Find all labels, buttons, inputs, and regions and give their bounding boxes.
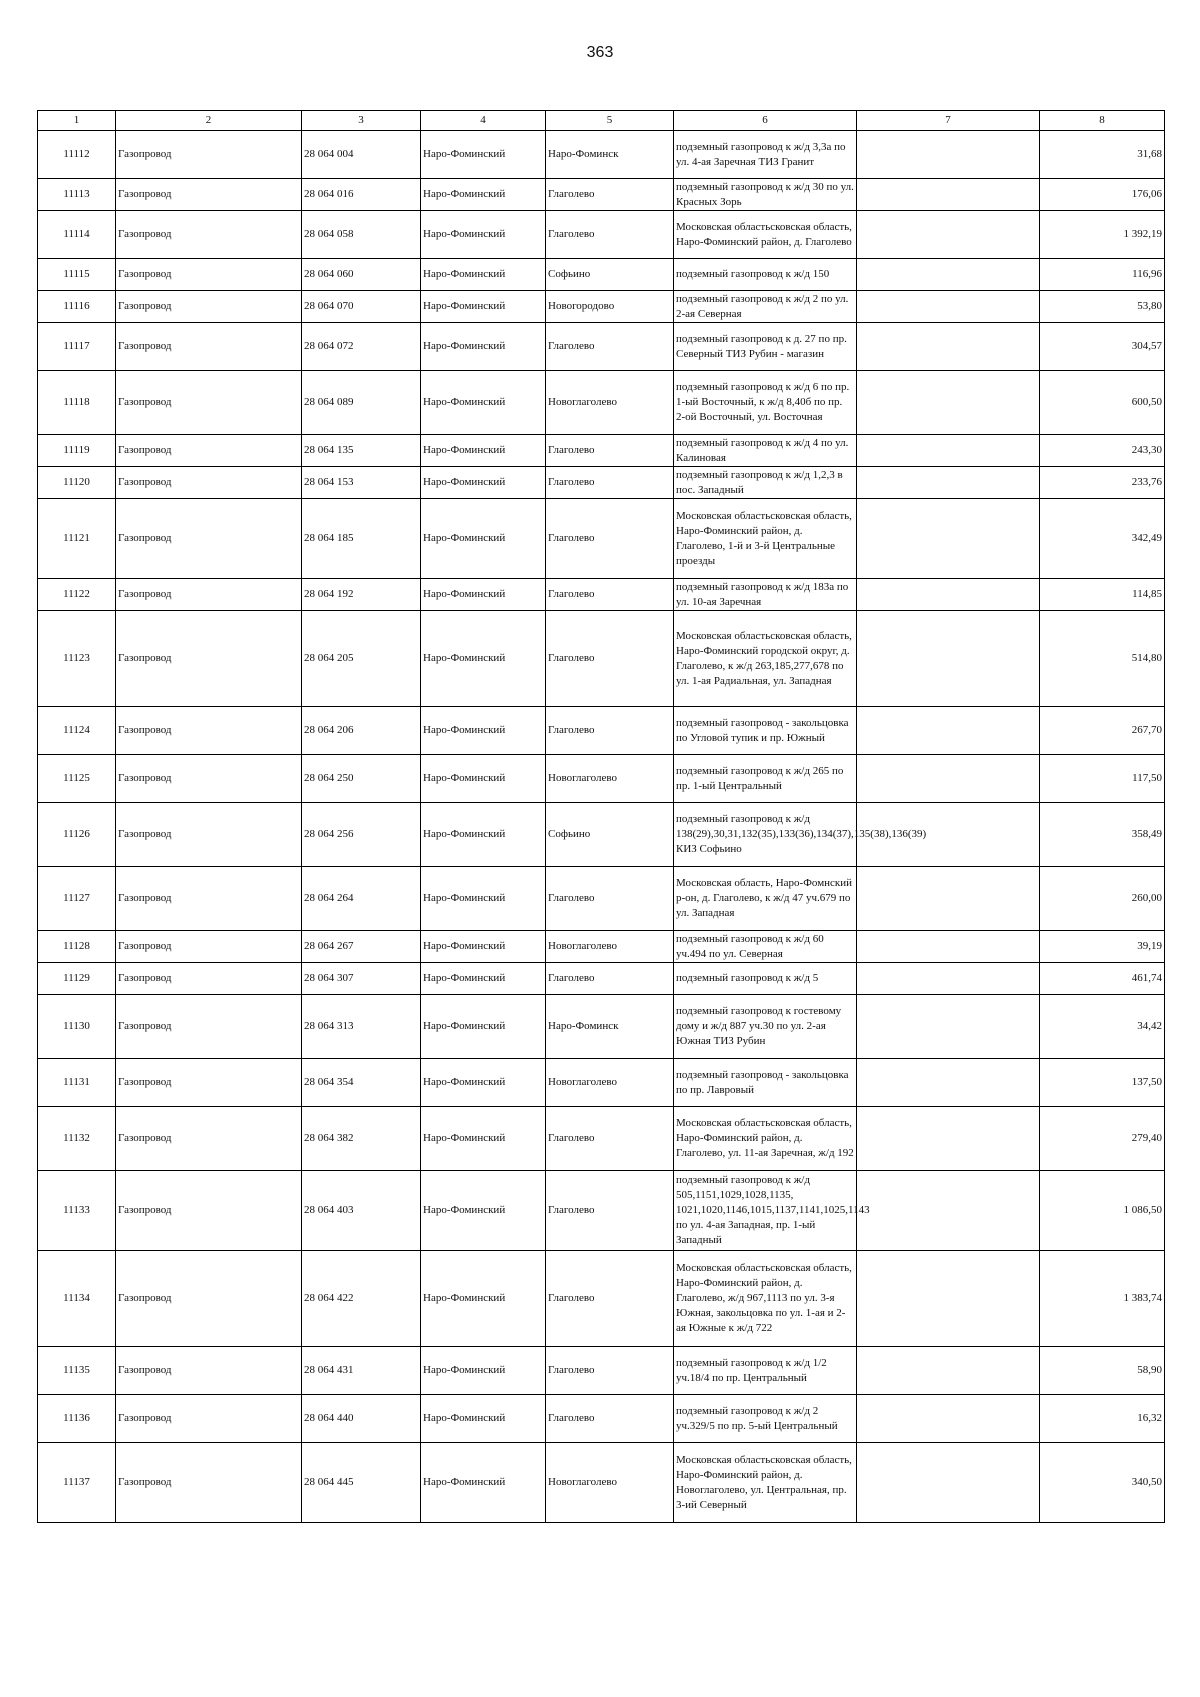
description-cell: подземный газопровод к ж/д 5 xyxy=(674,963,857,995)
empty-column-cell xyxy=(857,259,1040,291)
table-row xyxy=(38,435,1165,467)
row-number-cell: 11116 xyxy=(38,291,116,323)
district-cell: Наро-Фоминский xyxy=(421,931,546,963)
description-cell: подземный газопровод к ж/д 1,2,3 в пос. Западный xyxy=(674,467,857,499)
object-code-cell: 28 064 153 xyxy=(302,467,421,499)
row-number-cell: 11122 xyxy=(38,579,116,611)
district-cell: Наро-Фоминский xyxy=(421,131,546,179)
locality-cell: Новоглаголево xyxy=(546,371,674,435)
object-type-cell: Газопровод xyxy=(116,579,302,611)
empty-column-cell xyxy=(857,1347,1040,1395)
row-number-cell: 11114 xyxy=(38,211,116,259)
description-cell: подземный газопровод - закольцовка по Угловой тупик и пр. Южный xyxy=(674,707,857,755)
district-cell: Наро-Фоминский xyxy=(421,291,546,323)
object-type-cell: Газопровод xyxy=(116,499,302,579)
object-code-cell: 28 064 205 xyxy=(302,611,421,707)
description-cell: Московская областьсковская область, Наро-Фоминский район, д. Новоглаголево, ул. Центральная, пр. 3-ий Северный xyxy=(674,1443,857,1523)
table-row xyxy=(38,179,1165,211)
object-type-cell: Газопровод xyxy=(116,467,302,499)
table-row xyxy=(38,1171,1165,1251)
column-header: 4 xyxy=(421,111,546,131)
length-value-cell: 358,49 xyxy=(1040,803,1165,867)
object-code-cell: 28 064 192 xyxy=(302,579,421,611)
object-type-cell: Газопровод xyxy=(116,435,302,467)
locality-cell: Наро-Фоминск xyxy=(546,131,674,179)
row-number-cell: 11124 xyxy=(38,707,116,755)
empty-column-cell xyxy=(857,611,1040,707)
empty-column-cell xyxy=(857,179,1040,211)
row-number-cell: 11112 xyxy=(38,131,116,179)
empty-column-cell xyxy=(857,499,1040,579)
table-row xyxy=(38,467,1165,499)
object-code-cell: 28 064 313 xyxy=(302,995,421,1059)
district-cell: Наро-Фоминский xyxy=(421,1347,546,1395)
object-code-cell: 28 064 135 xyxy=(302,435,421,467)
empty-column-cell xyxy=(857,755,1040,803)
table-row xyxy=(38,1251,1165,1347)
length-value-cell: 243,30 xyxy=(1040,435,1165,467)
table-row xyxy=(38,1443,1165,1523)
column-header: 5 xyxy=(546,111,674,131)
locality-cell: Глаголево xyxy=(546,499,674,579)
district-cell: Наро-Фоминский xyxy=(421,371,546,435)
row-number-cell: 11117 xyxy=(38,323,116,371)
locality-cell: Глаголево xyxy=(546,211,674,259)
table-row xyxy=(38,803,1165,867)
table-row xyxy=(38,931,1165,963)
district-cell: Наро-Фоминский xyxy=(421,963,546,995)
row-number-cell: 11126 xyxy=(38,803,116,867)
locality-cell: Глаголево xyxy=(546,1347,674,1395)
district-cell: Наро-Фоминский xyxy=(421,707,546,755)
row-number-cell: 11128 xyxy=(38,931,116,963)
object-code-cell: 28 064 060 xyxy=(302,259,421,291)
table-row xyxy=(38,755,1165,803)
registry-table xyxy=(37,110,1165,1523)
table-row xyxy=(38,579,1165,611)
locality-cell: Глаголево xyxy=(546,1171,674,1251)
row-number-cell: 11125 xyxy=(38,755,116,803)
object-code-cell: 28 064 264 xyxy=(302,867,421,931)
column-header: 1 xyxy=(38,111,116,131)
object-code-cell: 28 064 307 xyxy=(302,963,421,995)
object-type-cell: Газопровод xyxy=(116,1171,302,1251)
object-code-cell: 28 064 185 xyxy=(302,499,421,579)
empty-column-cell xyxy=(857,211,1040,259)
empty-column-cell xyxy=(857,579,1040,611)
length-value-cell: 1 086,50 xyxy=(1040,1171,1165,1251)
row-number-cell: 11132 xyxy=(38,1107,116,1171)
length-value-cell: 279,40 xyxy=(1040,1107,1165,1171)
table-row xyxy=(38,211,1165,259)
district-cell: Наро-Фоминский xyxy=(421,755,546,803)
length-value-cell: 600,50 xyxy=(1040,371,1165,435)
table-row xyxy=(38,291,1165,323)
object-type-cell: Газопровод xyxy=(116,291,302,323)
object-code-cell: 28 064 072 xyxy=(302,323,421,371)
table-header xyxy=(38,111,1165,131)
object-code-cell: 28 064 250 xyxy=(302,755,421,803)
empty-column-cell xyxy=(857,291,1040,323)
locality-cell: Глаголево xyxy=(546,611,674,707)
district-cell: Наро-Фоминский xyxy=(421,179,546,211)
empty-column-cell xyxy=(857,467,1040,499)
table-row xyxy=(38,131,1165,179)
length-value-cell: 34,42 xyxy=(1040,995,1165,1059)
empty-column-cell xyxy=(857,323,1040,371)
description-cell: подземный газопровод - закольцовка по пр. Лавровый xyxy=(674,1059,857,1107)
description-cell: Московская областьсковская область, Наро-Фоминский район, д. Глаголево, ж/д 967,1113 по ул. 3-я Южная, закольцовка по ул. 1-ая и 2-ая Южные к ж/д 722 xyxy=(674,1251,857,1347)
object-type-cell: Газопровод xyxy=(116,211,302,259)
length-value-cell: 233,76 xyxy=(1040,467,1165,499)
locality-cell: Софьино xyxy=(546,259,674,291)
row-number-cell: 11134 xyxy=(38,1251,116,1347)
length-value-cell: 31,68 xyxy=(1040,131,1165,179)
empty-column-cell xyxy=(857,435,1040,467)
object-type-cell: Газопровод xyxy=(116,995,302,1059)
description-cell: подземный газопровод к ж/д 183а по ул. 10-ая Заречная xyxy=(674,579,857,611)
object-type-cell: Газопровод xyxy=(116,1443,302,1523)
district-cell: Наро-Фоминский xyxy=(421,1171,546,1251)
table-row xyxy=(38,995,1165,1059)
empty-column-cell xyxy=(857,867,1040,931)
object-code-cell: 28 064 004 xyxy=(302,131,421,179)
object-type-cell: Газопровод xyxy=(116,1347,302,1395)
empty-column-cell xyxy=(857,1059,1040,1107)
length-value-cell: 304,57 xyxy=(1040,323,1165,371)
locality-cell: Новоглаголево xyxy=(546,755,674,803)
locality-cell: Глаголево xyxy=(546,963,674,995)
district-cell: Наро-Фоминский xyxy=(421,803,546,867)
description-cell: подземный газопровод к д. 27 по пр. Северный ТИЗ Рубин - магазин xyxy=(674,323,857,371)
row-number-cell: 11123 xyxy=(38,611,116,707)
table-row xyxy=(38,371,1165,435)
row-number-cell: 11131 xyxy=(38,1059,116,1107)
object-type-cell: Газопровод xyxy=(116,867,302,931)
description-cell: Московская областьсковская область, Наро-Фоминский городской округ, д. Глаголево, к ж/д 263,185,277,678 по ул. 1-ая Радиальная, ул. Западная xyxy=(674,611,857,707)
object-code-cell: 28 064 445 xyxy=(302,1443,421,1523)
locality-cell: Глаголево xyxy=(546,867,674,931)
table-row xyxy=(38,259,1165,291)
object-type-cell: Газопровод xyxy=(116,131,302,179)
object-type-cell: Газопровод xyxy=(116,259,302,291)
empty-column-cell xyxy=(857,1395,1040,1443)
row-number-cell: 11137 xyxy=(38,1443,116,1523)
district-cell: Наро-Фоминский xyxy=(421,611,546,707)
district-cell: Наро-Фоминский xyxy=(421,1059,546,1107)
district-cell: Наро-Фоминский xyxy=(421,1107,546,1171)
object-code-cell: 28 064 267 xyxy=(302,931,421,963)
row-number-cell: 11120 xyxy=(38,467,116,499)
empty-column-cell xyxy=(857,1443,1040,1523)
row-number-cell: 11121 xyxy=(38,499,116,579)
district-cell: Наро-Фоминский xyxy=(421,1443,546,1523)
description-cell: подземный газопровод к ж/д 6 по пр. 1-ый Восточный, к ж/д 8,40б по пр. 2-ой Восточный, ул. Восточная xyxy=(674,371,857,435)
locality-cell: Новогородово xyxy=(546,291,674,323)
row-number-cell: 11118 xyxy=(38,371,116,435)
district-cell: Наро-Фоминский xyxy=(421,579,546,611)
row-number-cell: 11135 xyxy=(38,1347,116,1395)
description-cell: Московская областьсковская область, Наро-Фоминский район, д. Глаголево xyxy=(674,211,857,259)
row-number-cell: 11133 xyxy=(38,1171,116,1251)
empty-column-cell xyxy=(857,995,1040,1059)
row-number-cell: 11113 xyxy=(38,179,116,211)
length-value-cell: 1 392,19 xyxy=(1040,211,1165,259)
length-value-cell: 342,49 xyxy=(1040,499,1165,579)
locality-cell: Софьино xyxy=(546,803,674,867)
length-value-cell: 117,50 xyxy=(1040,755,1165,803)
object-code-cell: 28 064 422 xyxy=(302,1251,421,1347)
column-header: 6 xyxy=(674,111,857,131)
object-type-cell: Газопровод xyxy=(116,931,302,963)
table-row xyxy=(38,1059,1165,1107)
object-type-cell: Газопровод xyxy=(116,1059,302,1107)
district-cell: Наро-Фоминский xyxy=(421,499,546,579)
description-cell: подземный газопровод к ж/д 265 по пр. 1-ый Центральный xyxy=(674,755,857,803)
district-cell: Наро-Фоминский xyxy=(421,467,546,499)
description-cell: Московская областьсковская область, Наро-Фоминский район, д. Глаголево, ул. 11-ая Заречная, ж/д 192 xyxy=(674,1107,857,1171)
object-type-cell: Газопровод xyxy=(116,755,302,803)
empty-column-cell xyxy=(857,1251,1040,1347)
object-code-cell: 28 064 070 xyxy=(302,291,421,323)
row-number-cell: 11136 xyxy=(38,1395,116,1443)
table-row xyxy=(38,323,1165,371)
table-row xyxy=(38,867,1165,931)
length-value-cell: 1 383,74 xyxy=(1040,1251,1165,1347)
length-value-cell: 116,96 xyxy=(1040,259,1165,291)
length-value-cell: 16,32 xyxy=(1040,1395,1165,1443)
locality-cell: Глаголево xyxy=(546,179,674,211)
locality-cell: Глаголево xyxy=(546,1107,674,1171)
table-row xyxy=(38,499,1165,579)
description-cell: подземный газопровод к гостевому дому и ж/д 887 уч.30 по ул. 2-ая Южная ТИЗ Рубин xyxy=(674,995,857,1059)
description-cell: подземный газопровод к ж/д 505,1151,1029,1028,1135, 1021,1020,1146,1015,1137,1141,1025,1143 по ул. 4-ая Западная, пр. 1-ый Западный xyxy=(674,1171,857,1251)
description-cell: подземный газопровод к ж/д 60 уч.494 по ул. Северная xyxy=(674,931,857,963)
description-cell: подземный газопровод к ж/д 138(29),30,31,132(35),133(36),134(37),135(38),136(39) КИЗ Софьино xyxy=(674,803,857,867)
description-cell: подземный газопровод к ж/д 2 по ул. 2-ая Северная xyxy=(674,291,857,323)
district-cell: Наро-Фоминский xyxy=(421,1395,546,1443)
locality-cell: Глаголево xyxy=(546,323,674,371)
column-header: 7 xyxy=(857,111,1040,131)
column-header: 8 xyxy=(1040,111,1165,131)
object-code-cell: 28 064 431 xyxy=(302,1347,421,1395)
description-cell: Московская область, Наро-Фомнский р-он, д. Глаголево, к ж/д 47 уч.679 по ул. Западная xyxy=(674,867,857,931)
description-cell: подземный газопровод к ж/д 2 уч.329/5 по пр. 5-ый Центральный xyxy=(674,1395,857,1443)
row-number-cell: 11130 xyxy=(38,995,116,1059)
district-cell: Наро-Фоминский xyxy=(421,435,546,467)
table-body xyxy=(38,131,1165,1523)
district-cell: Наро-Фоминский xyxy=(421,211,546,259)
district-cell: Наро-Фоминский xyxy=(421,867,546,931)
row-number-cell: 11129 xyxy=(38,963,116,995)
object-code-cell: 28 064 089 xyxy=(302,371,421,435)
description-cell: Московская областьсковская область, Наро-Фоминский район, д. Глаголево, 1-й и 3-й Центральные проезды xyxy=(674,499,857,579)
object-code-cell: 28 064 403 xyxy=(302,1171,421,1251)
description-cell: подземный газопровод к ж/д 3,3а по ул. 4-ая Заречная ТИЗ Гранит xyxy=(674,131,857,179)
table-row xyxy=(38,611,1165,707)
empty-column-cell xyxy=(857,371,1040,435)
length-value-cell: 461,74 xyxy=(1040,963,1165,995)
empty-column-cell xyxy=(857,707,1040,755)
empty-column-cell xyxy=(857,1107,1040,1171)
column-header: 3 xyxy=(302,111,421,131)
locality-cell: Новоглаголево xyxy=(546,931,674,963)
table-row xyxy=(38,1395,1165,1443)
object-code-cell: 28 064 354 xyxy=(302,1059,421,1107)
length-value-cell: 340,50 xyxy=(1040,1443,1165,1523)
district-cell: Наро-Фоминский xyxy=(421,259,546,291)
row-number-cell: 11127 xyxy=(38,867,116,931)
locality-cell: Глаголево xyxy=(546,1395,674,1443)
length-value-cell: 176,06 xyxy=(1040,179,1165,211)
column-header: 2 xyxy=(116,111,302,131)
locality-cell: Глаголево xyxy=(546,467,674,499)
object-code-cell: 28 064 382 xyxy=(302,1107,421,1171)
length-value-cell: 53,80 xyxy=(1040,291,1165,323)
object-code-cell: 28 064 206 xyxy=(302,707,421,755)
locality-cell: Новоглаголево xyxy=(546,1059,674,1107)
object-type-cell: Газопровод xyxy=(116,179,302,211)
object-type-cell: Газопровод xyxy=(116,963,302,995)
object-type-cell: Газопровод xyxy=(116,803,302,867)
object-code-cell: 28 064 016 xyxy=(302,179,421,211)
object-type-cell: Газопровод xyxy=(116,323,302,371)
locality-cell: Глаголево xyxy=(546,707,674,755)
district-cell: Наро-Фоминский xyxy=(421,1251,546,1347)
object-type-cell: Газопровод xyxy=(116,371,302,435)
district-cell: Наро-Фоминский xyxy=(421,995,546,1059)
district-cell: Наро-Фоминский xyxy=(421,323,546,371)
description-cell: подземный газопровод к ж/д 30 по ул. Красных Зорь xyxy=(674,179,857,211)
empty-column-cell xyxy=(857,963,1040,995)
empty-column-cell xyxy=(857,1171,1040,1251)
description-cell: подземный газопровод к ж/д 1/2 уч.18/4 по пр. Центральный xyxy=(674,1347,857,1395)
locality-cell: Глаголево xyxy=(546,579,674,611)
page-number: 363 xyxy=(586,44,614,61)
row-number-cell: 11119 xyxy=(38,435,116,467)
empty-column-cell xyxy=(857,131,1040,179)
locality-cell: Глаголево xyxy=(546,1251,674,1347)
object-code-cell: 28 064 058 xyxy=(302,211,421,259)
description-cell: подземный газопровод к ж/д 4 по ул. Калиновая xyxy=(674,435,857,467)
length-value-cell: 267,70 xyxy=(1040,707,1165,755)
description-cell: подземный газопровод к ж/д 150 xyxy=(674,259,857,291)
length-value-cell: 39,19 xyxy=(1040,931,1165,963)
object-code-cell: 28 064 256 xyxy=(302,803,421,867)
object-code-cell: 28 064 440 xyxy=(302,1395,421,1443)
length-value-cell: 137,50 xyxy=(1040,1059,1165,1107)
header-row xyxy=(38,111,1165,131)
object-type-cell: Газопровод xyxy=(116,1107,302,1171)
length-value-cell: 58,90 xyxy=(1040,1347,1165,1395)
length-value-cell: 260,00 xyxy=(1040,867,1165,931)
locality-cell: Наро-Фоминск xyxy=(546,995,674,1059)
row-number-cell: 11115 xyxy=(38,259,116,291)
table-row xyxy=(38,707,1165,755)
table-row xyxy=(38,963,1165,995)
table-row xyxy=(38,1347,1165,1395)
length-value-cell: 514,80 xyxy=(1040,611,1165,707)
object-type-cell: Газопровод xyxy=(116,1251,302,1347)
length-value-cell: 114,85 xyxy=(1040,579,1165,611)
object-type-cell: Газопровод xyxy=(116,611,302,707)
object-type-cell: Газопровод xyxy=(116,1395,302,1443)
locality-cell: Новоглаголево xyxy=(546,1443,674,1523)
object-type-cell: Газопровод xyxy=(116,707,302,755)
locality-cell: Глаголево xyxy=(546,435,674,467)
table-row xyxy=(38,1107,1165,1171)
empty-column-cell xyxy=(857,931,1040,963)
